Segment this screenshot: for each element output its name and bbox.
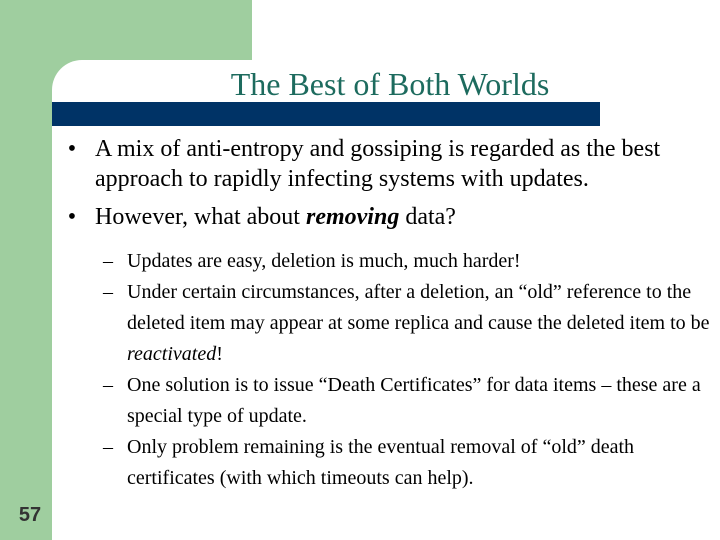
- dash-marker: –: [103, 250, 113, 272]
- bullet-text: A mix of anti-entropy and gossiping is regarded as the best approach to rapidly infecting systems with updates.: [95, 136, 661, 192]
- sub-bullet-item: [62, 277, 714, 370]
- sub-bullet-text: Under certain circumstances, after a deletion, an “old” reference to the deleted item may appear at some replica and cause the deleted item to be: [127, 281, 710, 334]
- top-accent-tab: [52, 0, 252, 60]
- sub-bullet-item: [62, 370, 714, 432]
- bullet-marker: •: [67, 136, 77, 162]
- bullet-item: [62, 202, 714, 232]
- title-underline-bar: [52, 102, 600, 126]
- sub-bullet-emphasis: reactivated: [127, 343, 217, 365]
- bullet-item: [62, 134, 714, 194]
- dash-marker: –: [103, 374, 113, 396]
- sub-bullet-item: [62, 432, 714, 494]
- bullet-emphasis: removing: [305, 204, 400, 230]
- bullet-text: data?: [399, 204, 456, 230]
- slide-number: 57: [18, 504, 42, 526]
- sub-bullet-text: !: [216, 343, 223, 365]
- dash-marker: –: [103, 436, 113, 458]
- sub-bullet-list: [62, 246, 714, 494]
- dash-marker: –: [103, 281, 113, 303]
- sub-bullet-text: Only problem remaining is the eventual removal of “old” death certificates (with which timeouts can help).: [127, 436, 635, 489]
- bullet-text: However, what about: [95, 204, 306, 230]
- sub-bullet-text: Updates are easy, deletion is much, much harder!: [127, 250, 521, 272]
- sub-bullet-item: [62, 246, 714, 277]
- left-accent-bar: [0, 0, 52, 540]
- slide-title: The Best of Both Worlds: [230, 66, 550, 102]
- slide-body: [62, 130, 714, 494]
- sub-bullet-text: One solution is to issue “Death Certificates” for data items – these are a special type of update.: [127, 374, 701, 427]
- bullet-marker: •: [67, 204, 77, 230]
